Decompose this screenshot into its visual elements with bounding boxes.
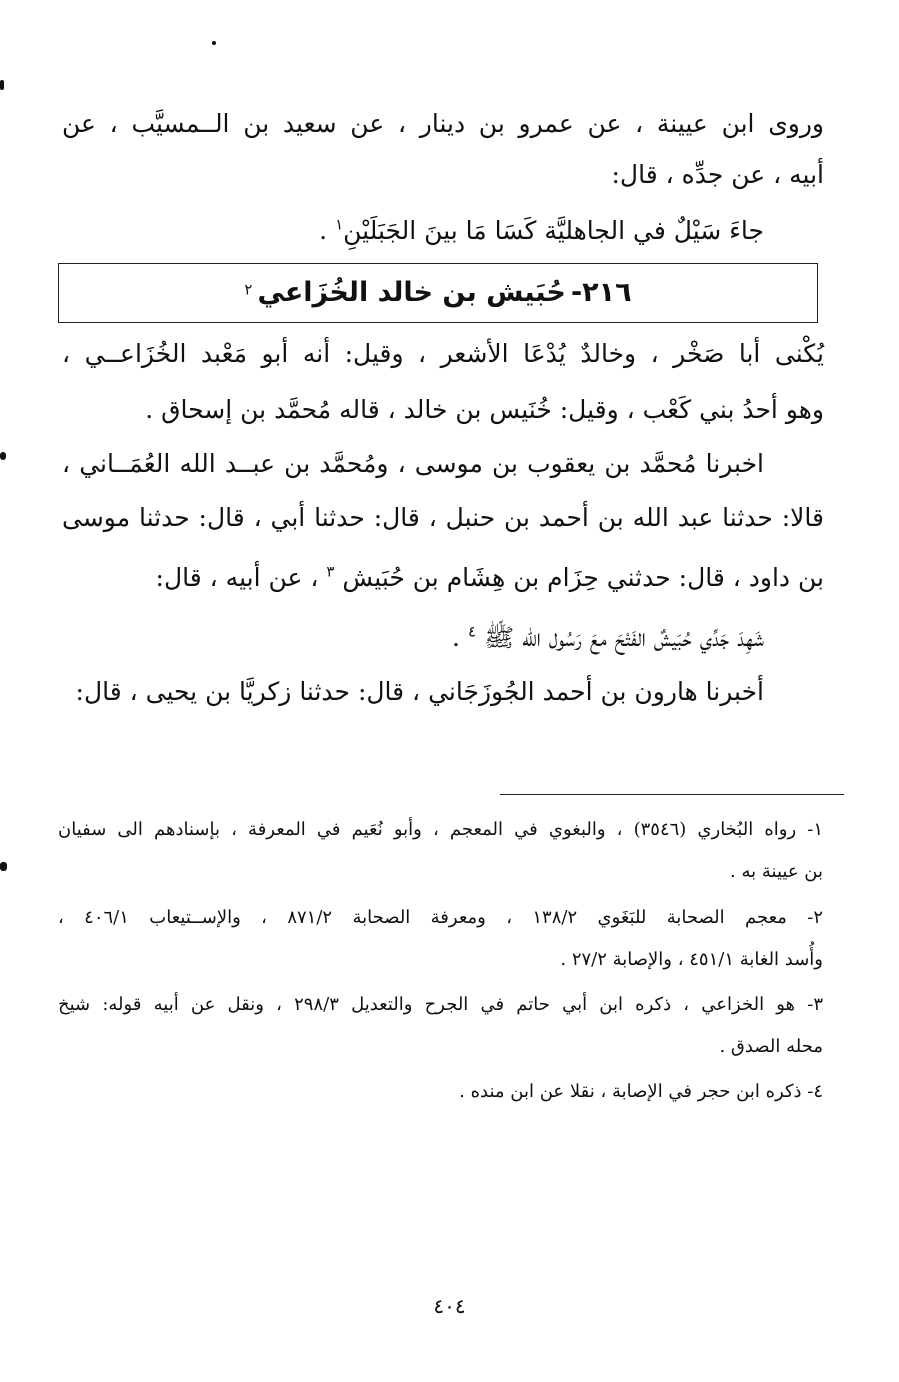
footnote-line: ٤- ذكره ابن حجر في الإصابة ، نقلا عن ابن منده . [459, 1081, 823, 1102]
entry-title: حُبَيش بن خالد الخُزَاعي [257, 277, 566, 308]
footnote-ref: ٣ [326, 562, 335, 581]
hadith-text: جاءَ سَيْلٌ في الجاهليَّة كَسَا مَا بينَ الجَبَلَيْنِ [343, 216, 764, 245]
body-line: يُكْنى أبا صَخْر ، وخالدٌ يُدْعَا الأشعر ، وقيل: أنه أبو مَعْبد الخُزَاعــي ، [62, 339, 824, 368]
footnote-ref: ١ [335, 215, 344, 234]
scan-speck [212, 41, 216, 45]
body-line: قالا: حدثنا عبد الله بن أحمد بن حنبل ، قال: حدثنا أبي ، قال: حدثنا موسى [62, 503, 824, 532]
footnote-ref: ٢ [244, 280, 253, 299]
footnote-line: ١- رواه البُخاري (٣٥٤٦) ، والبغوي في المعجم ، وأبو نُعَيم في المعرفة ، بإسنادهم الى سفيان [58, 819, 824, 840]
body-line: أخبرنا هارون بن أحمد الجُوزَجَاني ، قال: حدثنا زكريَّا بن يحيى ، قال: [75, 677, 764, 706]
footnote-line: ٢- معجم الصحابة للبَغَوي ١٣٨/٢ ، ومعرفة الصحابة ٨٧١/٢ ، والإســتيعاب ٤٠٦/١ ، [58, 907, 824, 928]
scan-speck [0, 452, 6, 460]
body-line: اخبرنا مُحمَّد بن يعقوب بن موسى ، ومُحمَّد بن عبــد الله العُمَــاني ، [62, 449, 764, 478]
footnote-line: بن عيينة به . [730, 861, 823, 882]
footnote-line: ٣- هو الخزاعي ، ذكره ابن أبي حاتم في الجرح والتعديل ٢٩٨/٣ ، ونقل عن أبيه قوله: شيخ [58, 994, 823, 1015]
entry-heading-box [58, 263, 818, 323]
body-line [62, 213, 824, 249]
body-line [62, 560, 824, 596]
punctuation: . [452, 623, 468, 652]
isnad-text: بن داود ، قال: حدثني حِزَام بن هِشَام بن حُبَيش [342, 563, 824, 592]
hadith-text: شَهِدَ جَدِّي حُبَيشٌ الفَتْحَ معَ رَسُول الله ﷺ [483, 623, 764, 652]
entry-number: ٢١٦- [570, 277, 632, 308]
scan-speck [0, 80, 4, 90]
page-number: ٤٠٤ [433, 1294, 466, 1318]
body-line [62, 620, 824, 656]
footnote-separator [500, 794, 844, 795]
scan-speck [0, 862, 7, 871]
body-line: وهو أحدُ بني كَعْب ، وقيل: خُنَيس بن خالد ، قاله مُحمَّد بن إسحاق . [145, 395, 824, 424]
body-line: وروى ابن عيينة ، عن عمرو بن دينار ، عن سعيد بن الــمسيَّب ، عن [62, 109, 824, 138]
body-line: أبيه ، عن جدِّه ، قال: [611, 160, 824, 189]
footnote-line: محله الصدق . [719, 1036, 823, 1057]
isnad-text: ، عن أبيه ، قال: [155, 563, 319, 592]
punctuation: . [319, 216, 336, 245]
footnote-ref: ٤ [467, 622, 477, 641]
footnote-line: وأُسد الغابة ٤٥١/١ ، والإصابة ٢٧/٢ . [560, 949, 823, 970]
